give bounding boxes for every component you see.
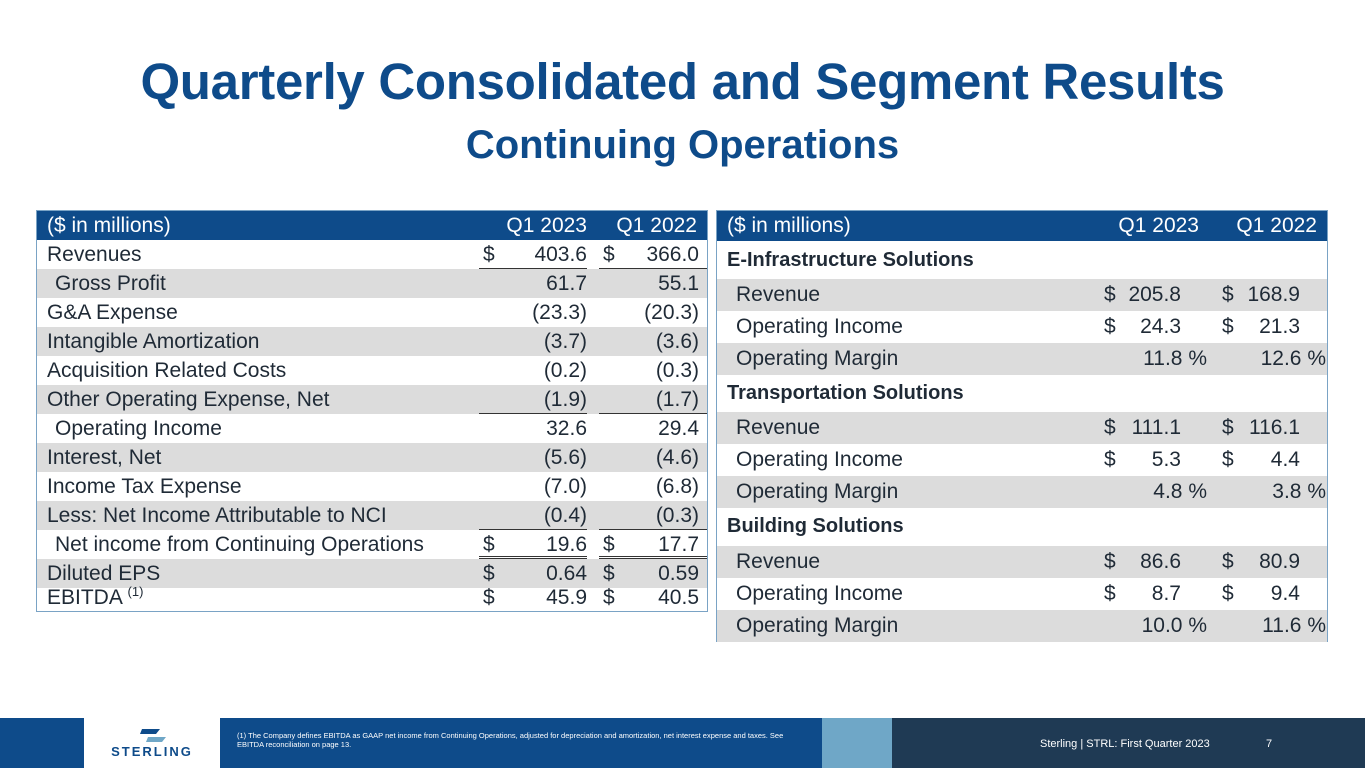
value-q1-2023: (3.7) <box>543 330 587 353</box>
dollar-sign: $ <box>1222 448 1234 471</box>
table-row <box>717 476 1327 508</box>
row-label: Acquisition Related Costs <box>47 359 287 382</box>
dollar-sign: $ <box>1104 416 1116 439</box>
value-q1-2023: 32.6 <box>546 417 587 440</box>
header-q1-2022: Q1 2022 <box>1236 214 1317 237</box>
table-row <box>717 578 1327 610</box>
footer-bar <box>0 718 1365 768</box>
dollar-sign: $ <box>603 586 615 609</box>
row-label: Interest, Net <box>47 446 162 469</box>
value-q1-2023: 11.8 % <box>1143 347 1207 370</box>
table-row <box>37 385 707 414</box>
dollar-sign: $ <box>1222 582 1234 605</box>
value-q1-2022: 55.1 <box>658 272 699 295</box>
table-row <box>717 343 1327 375</box>
value-q1-2023: 0.64 <box>546 562 587 585</box>
value-q1-2023: (0.4) <box>543 504 587 527</box>
segment-name: Transportation Solutions <box>727 382 964 404</box>
row-label: G&A Expense <box>47 301 178 324</box>
value-q1-2022: (4.6) <box>655 446 699 469</box>
value-q1-2023: 4.8 % <box>1153 480 1207 503</box>
dollar-sign: $ <box>1104 582 1116 605</box>
table-row <box>37 443 707 472</box>
row-label: Revenue <box>736 416 821 439</box>
row-label: Income Tax Expense <box>47 475 242 498</box>
row-label: Diluted EPS <box>47 562 161 585</box>
header-q1-2023: Q1 2023 <box>1118 214 1199 237</box>
value-q1-2022: 80.9 <box>1259 550 1300 573</box>
value-q1-2022: (1.7) <box>655 388 699 411</box>
logo-wordmark: STERLING <box>111 744 193 759</box>
row-label: Net income from Continuing Operations <box>55 533 424 556</box>
value-q1-2022: 9.4 <box>1270 582 1300 605</box>
segment-header <box>717 377 1327 409</box>
value-q1-2022: 29.4 <box>658 417 699 440</box>
footnote-marker: (1) <box>127 584 144 599</box>
row-label <box>47 583 143 612</box>
dollar-sign: $ <box>1222 283 1234 306</box>
dollar-sign: $ <box>603 562 615 585</box>
row-label: Revenue <box>736 283 821 306</box>
row-label: Operating Margin <box>736 480 899 503</box>
value-q1-2023: (7.0) <box>543 475 587 498</box>
table-row <box>717 412 1327 444</box>
segment-header <box>717 510 1327 542</box>
row-label: Operating Margin <box>736 347 899 370</box>
dollar-sign: $ <box>483 586 495 609</box>
value-q1-2023: (23.3) <box>532 301 587 324</box>
value-q1-2022: 4.4 <box>1270 448 1300 471</box>
ebitda-label: EBITDA <box>47 586 122 609</box>
value-q1-2022: (0.3) <box>655 504 699 527</box>
table-row <box>37 356 707 385</box>
dollar-sign: $ <box>1104 283 1116 306</box>
footnote: (1) The Company defines EBITDA as GAAP net income from Continuing Operations, adjusted for depreciation and amortization, net interest expense and taxes. See EBITDA reconciliation on page 13. <box>237 731 784 749</box>
value-q1-2022: 21.3 <box>1259 315 1300 338</box>
value-q1-2022: (20.3) <box>644 301 699 324</box>
row-label: Revenues <box>47 243 142 266</box>
row-label: Operating Income <box>55 417 222 440</box>
value-q1-2023: 19.6 <box>546 533 587 556</box>
segment-name: E-Infrastructure Solutions <box>727 249 974 271</box>
table-row <box>717 444 1327 476</box>
table-row <box>717 279 1327 311</box>
row-label: Other Operating Expense, Net <box>47 388 330 411</box>
header-units: ($ in millions) <box>47 214 171 237</box>
table-row <box>37 298 707 327</box>
dollar-sign: $ <box>1222 416 1234 439</box>
row-label: Operating Income <box>736 315 903 338</box>
page-number: 7 <box>1266 738 1273 750</box>
footer-band <box>822 718 892 768</box>
value-q1-2023: 45.9 <box>546 586 587 609</box>
value-q1-2023: 205.8 <box>1128 283 1181 306</box>
value-q1-2022: 17.7 <box>658 533 699 556</box>
table-row <box>37 414 707 443</box>
value-q1-2023: (0.2) <box>543 359 587 382</box>
table-row <box>37 240 707 269</box>
table-row <box>37 269 707 298</box>
dollar-sign: $ <box>1222 550 1234 573</box>
value-q1-2023: 10.0 % <box>1141 614 1207 637</box>
sterling-logo-icon <box>138 726 168 746</box>
header-q1-2022: Q1 2022 <box>616 214 697 237</box>
dollar-sign: $ <box>1104 550 1116 573</box>
value-q1-2023: 24.3 <box>1140 315 1181 338</box>
table-row <box>37 530 707 559</box>
value-q1-2022: 12.6 % <box>1260 347 1326 370</box>
footer-band <box>0 718 84 768</box>
value-q1-2022: 168.9 <box>1247 283 1300 306</box>
segment-header <box>717 244 1327 276</box>
value-q1-2022: 40.5 <box>658 586 699 609</box>
footer-company-text: Sterling | STRL: First Quarter 2023 <box>1040 738 1210 750</box>
table-row <box>37 583 707 612</box>
value-q1-2022: 116.1 <box>1249 416 1300 439</box>
value-q1-2023: (1.9) <box>543 388 587 411</box>
dollar-sign: $ <box>1104 448 1116 471</box>
dollar-sign: $ <box>483 243 495 266</box>
dollar-sign: $ <box>1104 315 1116 338</box>
value-q1-2023: 5.3 <box>1151 448 1181 471</box>
dollar-sign: $ <box>483 533 495 556</box>
segment-results-table <box>716 210 1328 642</box>
row-label: Gross Profit <box>55 272 166 295</box>
table-row <box>717 546 1327 578</box>
segment-name: Building Solutions <box>727 515 904 537</box>
page-title: Quarterly Consolidated and Segment Results <box>140 53 1225 110</box>
consolidated-results-table <box>36 210 708 612</box>
page-subtitle: Continuing Operations <box>465 123 900 167</box>
row-label: Less: Net Income Attributable to NCI <box>47 504 387 527</box>
value-q1-2023: 111.1 <box>1131 416 1181 439</box>
value-q1-2023: 8.7 <box>1151 582 1181 605</box>
value-q1-2022: 366.0 <box>646 243 699 266</box>
table-row <box>717 610 1327 642</box>
table-row <box>37 327 707 356</box>
table-row <box>37 501 707 530</box>
value-q1-2023: 86.6 <box>1140 550 1181 573</box>
row-label: Operating Margin <box>736 614 899 637</box>
table-header <box>37 211 707 240</box>
header-q1-2023: Q1 2023 <box>506 214 587 237</box>
dollar-sign: $ <box>603 533 615 556</box>
row-label: Revenue <box>736 550 821 573</box>
dollar-sign: $ <box>483 562 495 585</box>
value-q1-2023: 61.7 <box>546 272 587 295</box>
dollar-sign: $ <box>603 243 615 266</box>
value-q1-2022: 11.6 % <box>1262 614 1326 637</box>
value-q1-2022: (0.3) <box>655 359 699 382</box>
value-q1-2022: (3.6) <box>655 330 699 353</box>
row-label: Intangible Amortization <box>47 330 260 353</box>
row-label: Operating Income <box>736 582 903 605</box>
table-row <box>37 472 707 501</box>
value-q1-2022: (6.8) <box>655 475 699 498</box>
row-label: Operating Income <box>736 448 903 471</box>
header-units: ($ in millions) <box>727 214 851 237</box>
table-header <box>717 211 1327 241</box>
value-q1-2022: 3.8 % <box>1272 480 1326 503</box>
value-q1-2023: 403.6 <box>534 243 587 266</box>
value-q1-2023: (5.6) <box>543 446 587 469</box>
dollar-sign: $ <box>1222 315 1234 338</box>
value-q1-2022: 0.59 <box>658 562 699 585</box>
table-row <box>717 311 1327 343</box>
